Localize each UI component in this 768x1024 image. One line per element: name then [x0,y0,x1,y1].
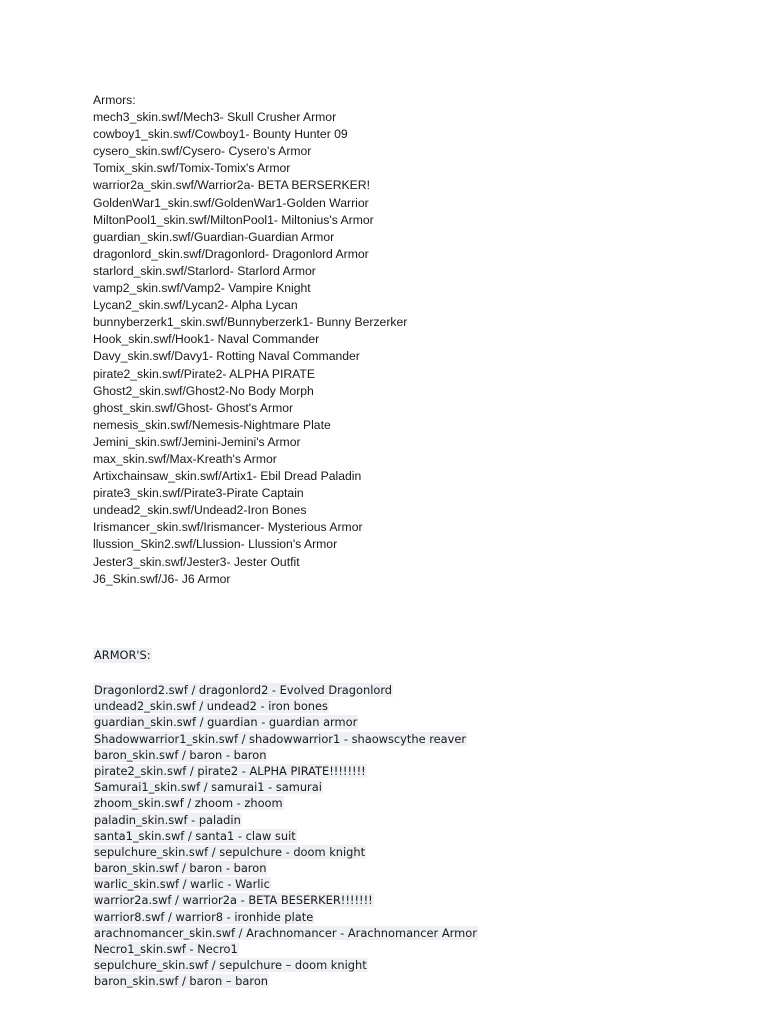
list-item-text: Shadowwarrior1_skin.swf / shadowwarrior1 - shaowscythe reaver [94,731,467,746]
list-item: Ghost2_skin.swf/Ghost2-No Body Morph [93,383,314,398]
list-item: Artixchainsaw_skin.swf/Artix1- Ebil Dread Paladin [93,469,362,484]
list-item [93,909,478,925]
list-item-text: baron_skin.swf / baron - baron [94,861,267,876]
list-item: undead2_skin.swf/Undead2-Iron Bones [93,503,307,518]
list-item-text: warlic_skin.swf / warlic - Warlic [94,877,270,892]
list-item: warrior2a_skin.swf/Warrior2a- BETA BERSERKER! [93,178,370,193]
list-item [93,925,478,941]
section-heading: Armors: [93,93,136,107]
list-item: Jester3_skin.swf/Jester3- Jester Outfit [93,554,300,569]
list-item: J6_Skin.swf/J6- J6 Armor [93,571,231,586]
list-item: llussion_Skin2.swf/Llussion- Llussion's Armor [93,537,338,552]
list-item [93,941,478,957]
list-item [93,876,478,892]
list-item-text: guardian_skin.swf / guardian - guardian armor [94,715,358,730]
list-item-text: undead2_skin.swf / undead2 - iron bones [94,699,328,714]
list-item [93,973,478,989]
list-item-text: paladin_skin.swf - paladin [94,812,241,827]
list-item [93,698,478,714]
list-item: guardian_skin.swf/Guardian-Guardian Armor [93,229,335,244]
armors-list [93,109,407,588]
list-item: nemesis_skin.swf/Nemesis-Nightmare Plate [93,417,331,432]
list-item [93,779,478,795]
list-item: vamp2_skin.swf/Vamp2- Vampire Knight [93,281,311,296]
list-item [93,795,478,811]
list-item-text: arachnomancer_skin.swf / Arachnomancer - Arachnomancer Armor [94,925,477,940]
list-item [93,731,478,747]
list-item [93,763,478,779]
list-item: cysero_skin.swf/Cysero- Cysero's Armor [93,144,312,159]
list-item-text: sepulchure_skin.swf / sepulchure – doom knight [94,958,367,973]
list-item-text: Dragonlord2.swf / dragonlord2 - Evolved Dragonlord [94,683,393,697]
list-item [93,957,478,973]
list-item-text: Samurai1_skin.swf / samurai1 - samurai [94,780,322,795]
list-item [93,747,478,763]
list-item-text: santa1_skin.swf / santa1 - claw suit [94,828,296,843]
list-item: Hook_skin.swf/Hook1- Naval Commander [93,332,320,347]
list-item: Irismancer_skin.swf/Irismancer- Mysterious Armor [93,520,363,535]
list-item [93,828,478,844]
list-item: MiltonPool1_skin.swf/MiltonPool1- Miltonius's Armor [93,212,374,227]
armors-list-section-2 [93,646,478,990]
list-item [93,682,478,698]
list-item: dragonlord_skin.swf/Dragonlord- Dragonlord Armor [93,246,369,261]
list-item-text: sepulchure_skin.swf / sepulchure - doom knight [94,844,366,859]
list-item: Jemini_skin.swf/Jemini-Jemini's Armor [93,434,301,449]
list-item: max_skin.swf/Max-Kreath's Armor [93,451,277,466]
list-item: pirate3_skin.swf/Pirate3-Pirate Captain [93,486,304,501]
list-item-text: zhoom_skin.swf / zhoom - zhoom [94,796,283,811]
list-item [93,714,478,730]
list-item: GoldenWar1_skin.swf/GoldenWar1-Golden Warrior [93,195,369,210]
armors-list-section [93,92,407,588]
list-item-text: pirate2_skin.swf / pirate2 - ALPHA PIRATE!!!!!!!! [94,763,366,778]
section-heading-2: ARMOR'S: [94,648,151,662]
list-item: Davy_skin.swf/Davy1- Rotting Naval Commander [93,349,360,364]
list-item: cowboy1_skin.swf/Cowboy1- Bounty Hunter 09 [93,127,348,142]
list-item-text: baron_skin.swf / baron - baron [94,747,267,762]
list-item-text: warrior8.swf / warrior8 - ironhide plate [94,909,314,924]
list-item [93,860,478,876]
list-item-text: warrior2a.swf / warrior2a - BETA BESERKER!!!!!!! [94,893,373,908]
armors-list-2 [93,682,478,990]
list-item-text: Necro1_skin.swf - Necro1 [94,942,238,956]
list-item: Lycan2_skin.swf/Lycan2- Alpha Lycan [93,298,298,313]
list-item: Tomix_skin.swf/Tomix-Tomix's Armor [93,161,291,176]
list-item: ghost_skin.swf/Ghost- Ghost's Armor [93,400,294,415]
list-item [93,812,478,828]
list-item [93,844,478,860]
list-item: bunnyberzerk1_skin.swf/Bunnyberzerk1- Bunny Berzerker [93,315,408,330]
list-item-text: baron_skin.swf / baron – baron [94,974,269,989]
list-item: mech3_skin.swf/Mech3- Skull Crusher Armor [93,110,337,125]
list-item: starlord_skin.swf/Starlord- Starlord Armor [93,263,316,278]
list-item [93,892,478,908]
list-item: pirate2_skin.swf/Pirate2- ALPHA PIRATE [93,366,315,381]
